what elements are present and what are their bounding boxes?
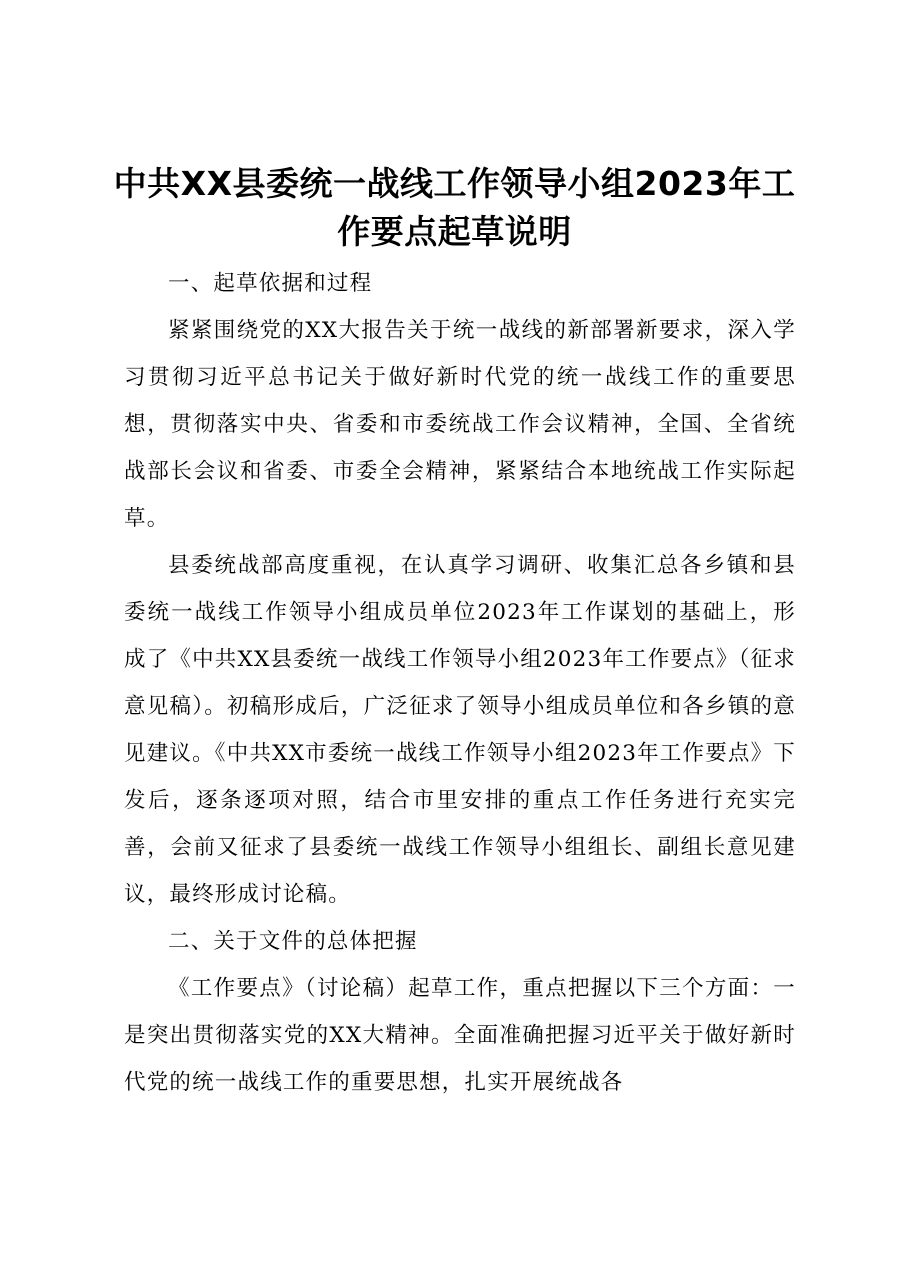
- title-line-2: 作要点起草说明: [337, 212, 572, 251]
- document-title: [100, 160, 809, 256]
- section-heading-1: 一、起草依据和过程: [168, 271, 373, 296]
- paragraph-1: 紧紧围绕党的XX大报告关于统一战线的新部署新要求，深入学习贯彻习近平总书记关于做好新时代党的统一战线工作的重要思想，贯彻落实中央、省委和市委统战工作会议精神，全国、全省统战部长会议和省委、市委全会精神，紧紧结合本地统战工作实际起草。: [124, 318, 796, 531]
- paragraph-3: 《工作要点》（讨论稿）起草工作，重点把握以下三个方面：一是突出贯彻落实党的XX大精神。全面准确把握习近平关于做好新时代党的统一战线工作的重要思想，扎实开展统战各: [124, 976, 796, 1095]
- title-line-1: 中共XX县委统一战线工作领导小组2023年工: [113, 164, 796, 203]
- paragraph-2: 县委统战部高度重视，在认真学习调研、收集汇总各乡镇和县委统一战线工作领导小组成员单位2023年工作谋划的基础上，形成了《中共XX县委统一战线工作领导小组2023年工作要点》（征求意见稿）。初稿形成后，广泛征求了领导小组成员单位和各乡镇的意见建议。《中共XX市委统一战线工作领导小组2023年工作要点》下发后，逐条逐项对照，结合市里安排的重点工作任务进行充实完善，会前又征求了县委统一战线工作领导小组组长、副组长意见建议，最终形成讨论稿。: [124, 553, 796, 907]
- document-body: [124, 260, 796, 1106]
- section-heading-2: 二、关于文件的总体把握: [168, 929, 418, 954]
